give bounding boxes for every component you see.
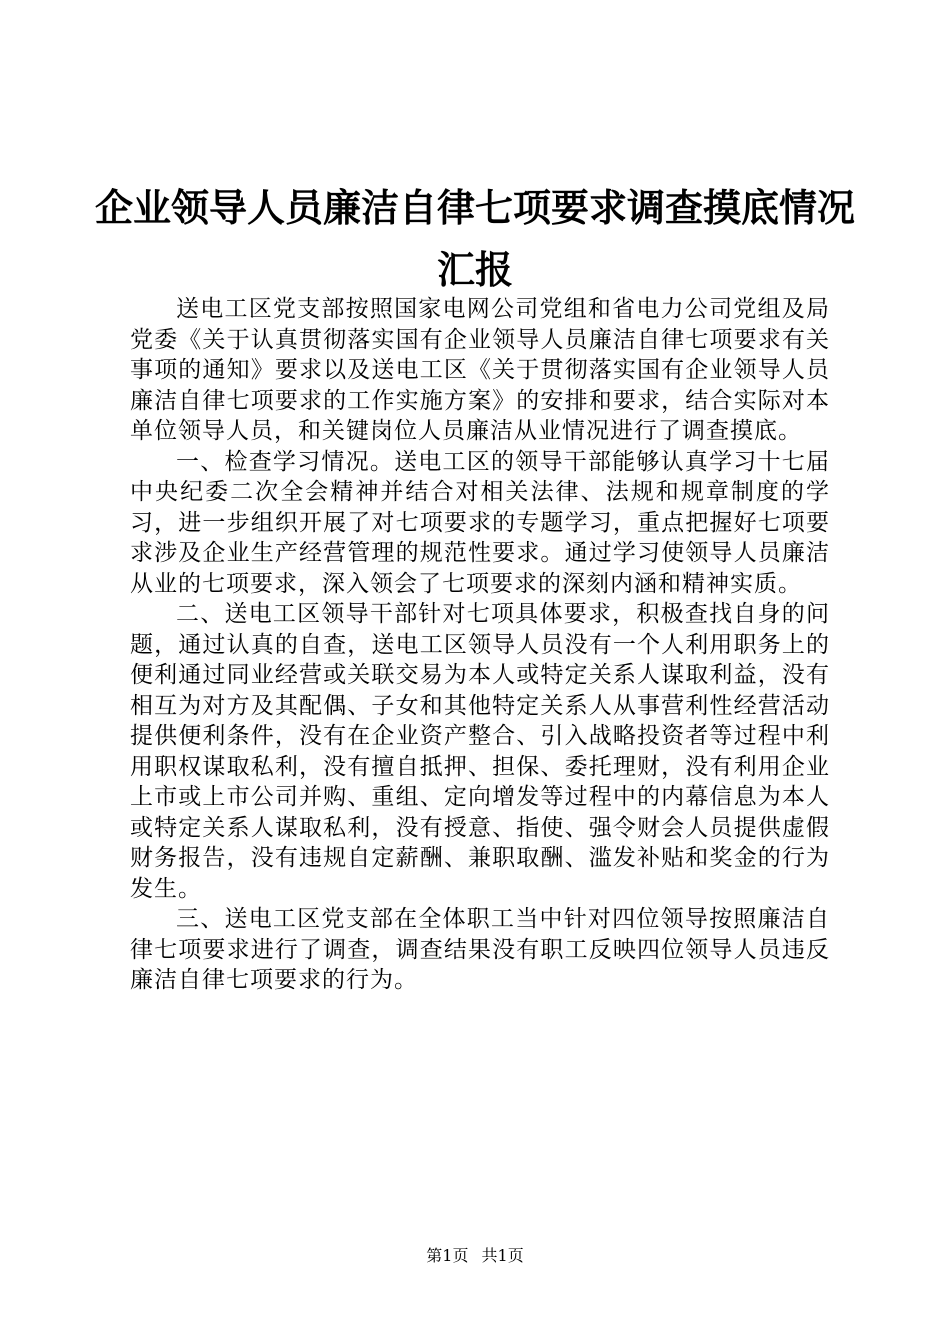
document-body xyxy=(130,294,830,996)
document-title-line2: 汇报 xyxy=(436,247,513,292)
page-footer xyxy=(0,1246,950,1266)
paragraph-intro: 送电工区党支部按照国家电网公司党组和省电力公司党组及局党委《关于认真贯彻落实国有企业领导人员廉洁自律七项要求有关事项的通知》要求以及送电工区《关于贯彻落实国有企业领导人员廉洁自律七项要求的工作实施方案》的安排和要求，结合实际对本单位领导人员，和关键岗位人员廉洁从业情况进行了调查摸底。 xyxy=(130,296,830,444)
paragraph-section-1: 一、检查学习情况。送电工区的领导干部能够认真学习十七届中央纪委二次全会精神并结合对相关法律、法规和规章制度的学习，进一步组织开展了对七项要求的专题学习，重点把握好七项要求涉及企业生产经营管理的规范性要求。通过学习使领导人员廉洁从业的七项要求，深入领会了七项要求的深刻内涵和精神实质。 xyxy=(130,448,830,597)
paragraph-section-3: 三、送电工区党支部在全体职工当中针对四位领导按照廉洁自律七项要求进行了调查，调查结果没有职工反映四位领导人员违反廉洁自律七项要求的行为。 xyxy=(130,906,830,993)
document-title-line1: 企业领导人员廉洁自律七项要求调查摸底情况 xyxy=(94,185,855,230)
page-total: 共1页 xyxy=(481,1246,524,1265)
paragraph-section-2: 二、送电工区领导干部针对七项具体要求，积极查找自身的问题，通过认真的自查，送电工区领导人员没有一个人利用职务上的便利通过同业经营或关联交易为本人或特定关系人谋取利益，没有相互为对方及其配偶、子女和其他特定关系人从事营利性经营活动提供便利条件，没有在企业资产整合、引入战略投资者等过程中利用职权谋取私利，没有擅自抵押、担保、委托理财，没有利用企业上市或上市公司并购、重组、定向增发等过程中的内幕信息为本人或特定关系人谋取私利，没有授意、指使、强令财会人员提供虚假财务报告，没有违规自定薪酬、兼职取酬、滥发补贴和奖金的行为发生。 xyxy=(130,601,830,902)
page-number: 第1页 xyxy=(426,1246,469,1265)
